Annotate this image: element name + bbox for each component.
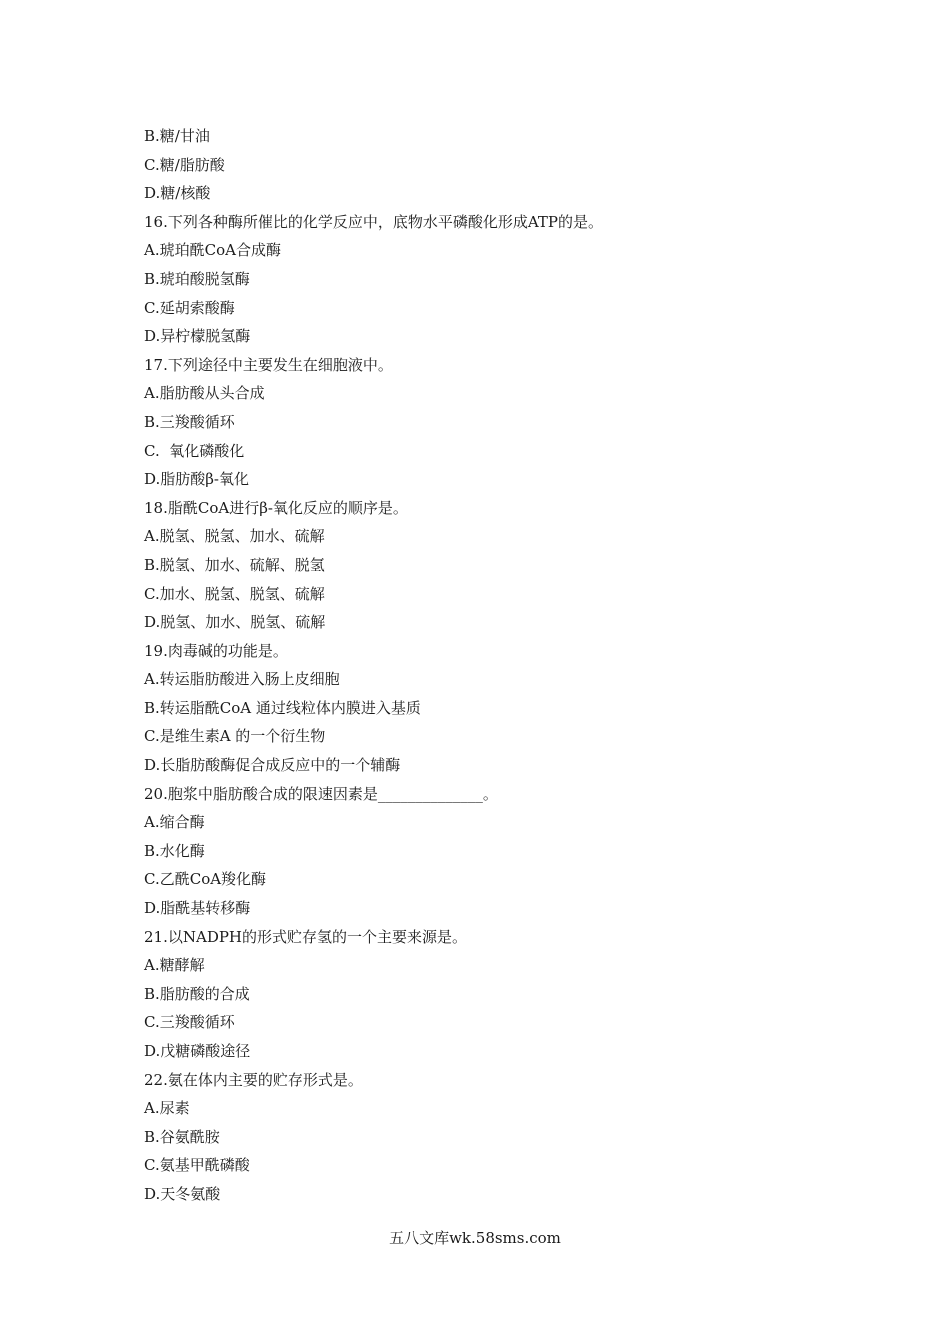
option-line: B.谷氨酰胺 — [144, 1127, 220, 1146]
option-line: A.糖酵解 — [144, 956, 205, 975]
question-18: 18.脂酰CoA进行β-氧化反应的顺序是。 — [144, 498, 408, 517]
option-line: D.脂酰基转移酶 — [144, 899, 251, 918]
question-16: 16.下列各种酶所催比的化学反应中，底物水平磷酸化形成ATP的是。 — [144, 212, 603, 231]
option-line: C.加水、脱氢、脱氢、硫解 — [144, 584, 325, 603]
option-line: A.转运脂肪酸进入肠上皮细胞 — [144, 670, 340, 689]
option-line: C.乙酰CoA羧化酶 — [144, 870, 267, 889]
option-line: B.糖/甘油 — [144, 127, 210, 145]
document-body — [144, 122, 824, 1209]
option-line: D.戊糖磷酸途径 — [144, 1042, 251, 1060]
option-line: C.氨基甲酰磷酸 — [144, 1156, 250, 1175]
option-line: B.三羧酸循环 — [144, 412, 235, 431]
option-line: D.异柠檬脱氢酶 — [144, 327, 251, 346]
option-line: D.脱氢、加水、脱氢、硫解 — [144, 613, 326, 632]
option-line: A.尿素 — [144, 1099, 190, 1118]
option-line: C.延胡索酸酶 — [144, 298, 235, 317]
option-line: B.脂肪酸的合成 — [144, 984, 250, 1003]
option-line: A.脂肪酸从头合成 — [144, 384, 265, 403]
option-line: C.糖/脂肪酸 — [144, 155, 225, 174]
option-line: C.是维生素A 的一个衍生物 — [144, 727, 326, 746]
question-20: 20.胞浆中脂肪酸合成的限速因素是______________。 — [144, 784, 498, 803]
question-17: 17.下列途径中主要发生在细胞液中。 — [144, 355, 393, 374]
question-22: 22.氨在体内主要的贮存形式是。 — [144, 1070, 363, 1089]
page-footer: 五八文库wk.58sms.com — [389, 1229, 561, 1247]
option-line: C.三羧酸循环 — [144, 1013, 235, 1032]
option-line: B.水化酶 — [144, 841, 205, 860]
question-21: 21.以NADPH的形式贮存氢的一个主要来源是。 — [144, 927, 468, 946]
option-line: B.转运脂酰CoA 通过线粒体内膜进入基质 — [144, 698, 421, 717]
option-line: D.糖/核酸 — [144, 184, 211, 203]
option-line: A.缩合酶 — [144, 813, 205, 832]
option-line: B.琥珀酸脱氢酶 — [144, 269, 250, 288]
option-line: D.天冬氨酸 — [144, 1184, 221, 1203]
option-line: D.脂肪酸β-氧化 — [144, 470, 250, 489]
option-line: B.脱氢、加水、硫解、脱氢 — [144, 555, 325, 574]
option-line: C. 氧化磷酸化 — [144, 441, 245, 460]
option-line: A.琥珀酰CoA合成酶 — [144, 241, 281, 260]
option-line: D.长脂肪酸酶促合成反应中的一个辅酶 — [144, 756, 401, 775]
option-line: A.脱氢、脱氢、加水、硫解 — [144, 527, 325, 546]
question-19: 19.肉毒碱的功能是。 — [144, 641, 288, 660]
